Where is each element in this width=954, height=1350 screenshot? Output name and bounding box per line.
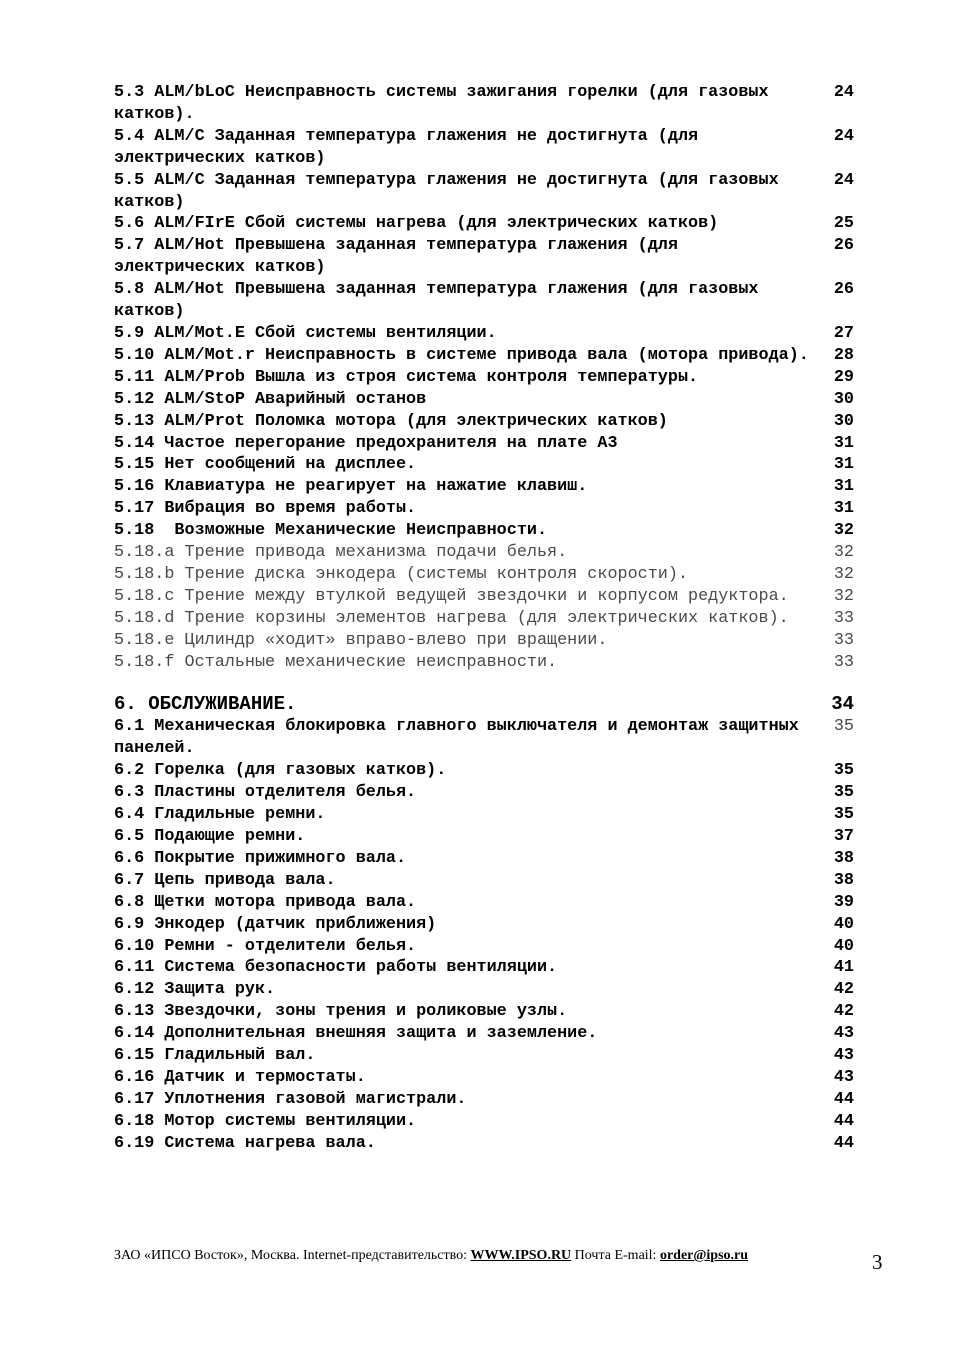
toc-entry-page: 33	[833, 630, 854, 650]
toc-entry-page: 30	[833, 411, 854, 431]
toc-entry-title: 5.18 Возможные Механические Неисправности.	[114, 521, 548, 541]
toc-entry-page: 29	[833, 367, 854, 387]
toc-entry-title: 6.11 Система безопасности работы вентиляции.	[114, 958, 558, 978]
toc-entry-page: 41	[833, 958, 854, 978]
table-of-contents	[114, 82, 854, 1155]
toc-entry-page: 44	[833, 1111, 854, 1131]
toc-entry-title: 6.9 Энкодер (датчик приближения)	[114, 914, 437, 934]
toc-entry-title: 6.4 Гладильные ремни.	[114, 805, 326, 825]
toc-entry-title: 5.9 ALM/Mot.E Сбой системы вентиляции.	[114, 323, 497, 343]
toc-entry[interactable]	[114, 936, 854, 958]
toc-entry-page: 27	[833, 323, 854, 343]
toc-entry-title: 6.3 Пластины отделителя белья.	[114, 783, 417, 803]
toc-entry-page: 26	[833, 280, 854, 300]
toc-entry[interactable]	[114, 586, 854, 608]
toc-entry-page: 43	[833, 1024, 854, 1044]
toc-entry-page: 33	[833, 652, 854, 672]
toc-entry[interactable]	[114, 1045, 854, 1067]
toc-entry-page: 32	[833, 543, 854, 563]
toc-entry[interactable]	[114, 564, 854, 586]
toc-entry[interactable]	[114, 1023, 854, 1045]
toc-entry-title: 5.12 ALM/StoP Аварийный останов	[114, 389, 427, 409]
toc-entry[interactable]	[114, 82, 854, 126]
toc-entry-title: 6.7 Цепь привода вала.	[114, 870, 336, 890]
toc-entry-page: 38	[833, 870, 854, 890]
toc-entry[interactable]	[114, 498, 854, 520]
toc-entry-title: 5.15 Нет сообщений на дисплее.	[114, 455, 417, 475]
toc-entry-page: 31	[833, 433, 854, 453]
toc-entry-page: 24	[833, 170, 854, 190]
footer-email-label: Почта E-mail:	[574, 1248, 657, 1263]
toc-entry[interactable]	[114, 1111, 854, 1133]
toc-entry-page: 24	[833, 126, 854, 146]
toc-entry[interactable]	[114, 892, 854, 914]
toc-entry[interactable]	[114, 826, 854, 848]
toc-entry-page: 42	[833, 980, 854, 1000]
toc-entry[interactable]	[114, 433, 854, 455]
toc-entry-page: 31	[833, 455, 854, 475]
toc-entry-title: 5.6 ALM/FIrE Сбой системы нагрева (для электрических катков)	[114, 214, 719, 234]
toc-entry-page: 34	[831, 693, 854, 716]
toc-entry-page: 39	[833, 892, 854, 912]
toc-entry[interactable]	[114, 804, 854, 826]
toc-entry[interactable]	[114, 520, 854, 542]
toc-entry[interactable]	[114, 279, 854, 323]
toc-entry-title: 6.8 Щетки мотора привода вала.	[114, 892, 417, 912]
toc-entry[interactable]	[114, 235, 854, 279]
toc-entry[interactable]	[114, 630, 854, 652]
toc-entry-title: 6.6 Покрытие прижимного вала.	[114, 848, 407, 868]
toc-entry-page: 43	[833, 1046, 854, 1066]
toc-entry[interactable]	[114, 870, 854, 892]
page-number: 3	[872, 1250, 883, 1274]
toc-entry[interactable]	[114, 760, 854, 782]
toc-entry-page: 44	[833, 1133, 854, 1153]
toc-entry-title: 5.18.f Остальные механические неисправности.	[114, 652, 558, 672]
toc-entry[interactable]	[114, 454, 854, 476]
toc-entry[interactable]	[114, 716, 854, 760]
toc-entry-title: 5.16 Клавиатура не реагирует на нажатие клавиш.	[114, 477, 588, 497]
toc-entry-title: 6.16 Датчик и термостаты.	[114, 1067, 366, 1087]
toc-entry[interactable]	[114, 1001, 854, 1023]
toc-entry-page: 35	[833, 805, 854, 825]
toc-entry-title: 6.1 Механическая блокировка главного выключателя и демонтаж защитных панелей.	[114, 717, 809, 759]
toc-entry-title: 5.18.d Трение корзины элементов нагрева (для электрических катков).	[114, 608, 789, 628]
toc-entry[interactable]	[114, 652, 854, 674]
toc-entry-page: 38	[833, 848, 854, 868]
toc-entry-title: 5.14 Частое перегорание предохранителя на плате A3	[114, 433, 618, 453]
toc-entry[interactable]	[114, 411, 854, 433]
toc-entry-title: 6.2 Горелка (для газовых катков).	[114, 761, 447, 781]
toc-entry[interactable]	[114, 1067, 854, 1089]
toc-entry-title: 5.3 ALM/bLoC Неисправность системы зажигания горелки (для газовых катков).	[114, 83, 779, 124]
toc-heading[interactable]	[114, 692, 854, 716]
toc-entry-title: 6.5 Подающие ремни.	[114, 827, 306, 846]
toc-entry[interactable]	[114, 345, 854, 367]
toc-entry-page: 31	[833, 499, 854, 519]
toc-entry-page: 43	[833, 1067, 854, 1087]
toc-entry-page: 35	[833, 761, 854, 781]
toc-entry-page: 44	[833, 1089, 854, 1109]
toc-entry[interactable]	[114, 323, 854, 345]
toc-entry-title: 5.17 Вибрация во время работы.	[114, 499, 417, 519]
toc-entry-page: 26	[833, 236, 854, 256]
toc-entry-title: 5.18.c Трение между втулкой ведущей звездочки и корпусом редуктора.	[114, 586, 789, 606]
toc-entry-title: 5.18.a Трение привода механизма подачи белья.	[114, 543, 568, 563]
toc-entry[interactable]	[114, 389, 854, 411]
toc-entry-page: 37	[833, 827, 854, 846]
toc-entry-page: 35	[833, 717, 854, 737]
footer-website-link[interactable]: WWW.IPSO.RU	[470, 1248, 572, 1263]
toc-entry-title: 6.14 Дополнительная внешняя защита и заземление.	[114, 1024, 598, 1044]
toc-entry-title: 6.19 Система нагрева вала.	[114, 1133, 376, 1153]
toc-entry-page: 40	[833, 914, 854, 934]
toc-entry-title: 5.11 ALM/Prob Вышла из строя система контроля температуры.	[114, 367, 699, 387]
toc-entry-page: 30	[833, 389, 854, 409]
toc-entry-title: 6.17 Уплотнения газовой магистрали.	[114, 1089, 467, 1109]
toc-entry-page: 33	[833, 608, 854, 628]
page-footer	[114, 1248, 748, 1264]
toc-entry-title: 5.7 ALM/Hot Превышена заданная температура глажения (для электрических катков)	[114, 236, 689, 278]
toc-entry-title: 5.5 ALM/C Заданная температура глажения не достигнута (для газовых катков)	[114, 170, 789, 212]
toc-entry-title: 6.15 Гладильный вал.	[114, 1046, 316, 1066]
toc-entry[interactable]	[114, 914, 854, 936]
toc-entry-title: 6.18 Мотор системы вентиляции.	[114, 1111, 417, 1131]
toc-entry-title: 5.8 ALM/Hot Превышена заданная температура глажения (для газовых катков)	[114, 280, 769, 322]
toc-entry[interactable]	[114, 979, 854, 1001]
toc-entry-page: 32	[833, 564, 854, 584]
toc-entry[interactable]	[114, 848, 854, 870]
toc-entry-page: 42	[833, 1002, 854, 1022]
toc-entry-page: 40	[833, 936, 854, 956]
toc-entry-page: 32	[833, 586, 854, 606]
toc-entry-page: 31	[833, 477, 854, 497]
toc-entry[interactable]	[114, 608, 854, 630]
toc-entry-title: 5.13 ALM/Prot Поломка мотора (для электрических катков)	[114, 411, 668, 431]
toc-entry-page: 35	[833, 783, 854, 803]
toc-entry-title: 5.4 ALM/C Заданная температура глажения не достигнута (для электрических катков)	[114, 126, 709, 168]
toc-entry[interactable]	[114, 126, 854, 170]
toc-entry-page: 28	[833, 345, 854, 365]
toc-entry-title: 5.10 ALM/Mot.r Неисправность в системе привода вала (мотора привода).	[114, 345, 809, 365]
toc-entry-page: 25	[833, 214, 854, 234]
toc-entry[interactable]	[114, 476, 854, 498]
toc-entry-page: 24	[833, 83, 854, 102]
toc-entry-title: 5.18.e Цилиндр «ходит» вправо-влево при вращении.	[114, 630, 608, 650]
toc-entry-title: 6.12 Защита рук.	[114, 980, 276, 1000]
toc-entry-title: 5.18.b Трение диска энкодера (системы контроля скорости).	[114, 564, 689, 584]
toc-entry-title: 6. ОБСЛУЖИВАНИЕ.	[114, 693, 297, 716]
toc-entry[interactable]	[114, 782, 854, 804]
footer-company: ЗАО «ИПСО Восток», Москва. Internet-представительство:	[114, 1248, 468, 1263]
toc-entry[interactable]	[114, 957, 854, 979]
toc-entry[interactable]	[114, 1133, 854, 1155]
toc-entry-page: 32	[833, 521, 854, 541]
toc-entry-title: 6.10 Ремни - отделители белья.	[114, 936, 417, 956]
toc-entry[interactable]	[114, 213, 854, 235]
footer-email-link[interactable]: order@ipso.ru	[659, 1248, 749, 1263]
toc-entry[interactable]	[114, 170, 854, 214]
toc-entry-title: 6.13 Звездочки, зоны трения и роликовые узлы.	[114, 1002, 568, 1022]
toc-entry[interactable]	[114, 1089, 854, 1111]
toc-entry[interactable]	[114, 367, 854, 389]
toc-entry[interactable]	[114, 542, 854, 564]
